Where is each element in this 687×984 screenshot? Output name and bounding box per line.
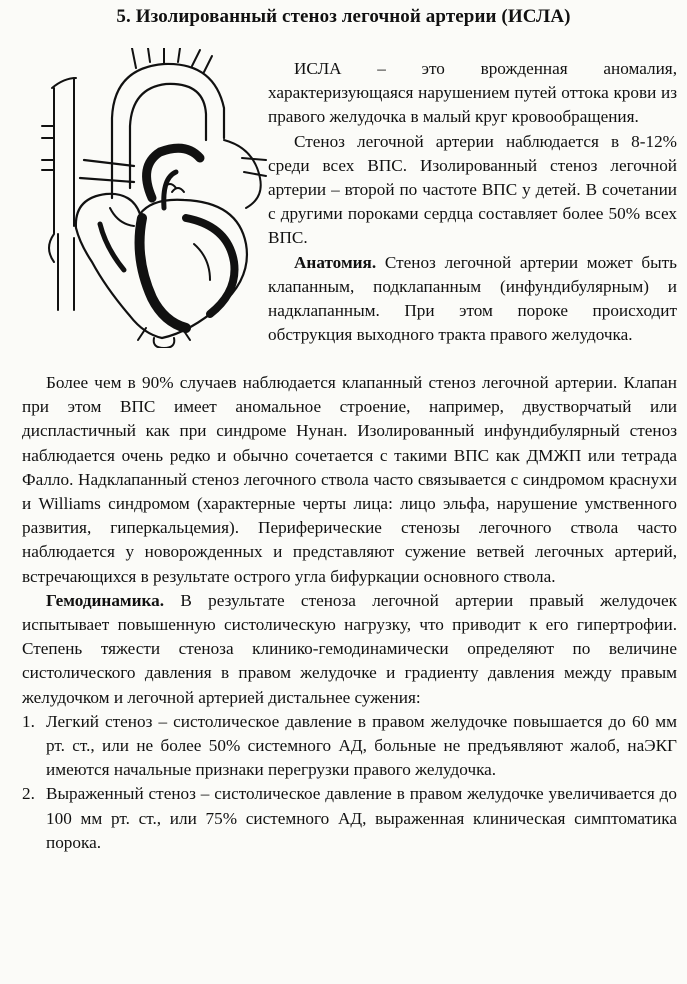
hemodynamics-heading: Гемодинамика. (46, 590, 165, 610)
intro-definition: ИСЛА – это врожденная аномалия, характеризующаяся нарушением путей оттока крови из правого желудочка в малый круг кровообращения. (268, 59, 677, 127)
page-title: 5. Изолированный стеноз легочной артерии (ИСЛА) (116, 6, 571, 27)
list-item-text: Выраженный стеноз – систолическое давление в правом желудочке увеличивается до 100 мм рт. ст., или 75% системного АД, выраженная клиническая симптоматика порока. (46, 784, 677, 852)
anatomy-text: Стеноз легочной артерии может быть клапанным, подклапанным (инфундибулярным) и надклапанным. При этом пороке происходит обструкция выходного тракта правого желудочка. (268, 252, 677, 345)
intro-prevalence: Стеноз легочной артерии наблюдается в 8-12% среди всех ВПС. Изолированный стеноз легочной артерии – второй по частоте ВПС у детей. В сочетании с другими пороками сердца составляет более 50% всех ВПС. (268, 131, 677, 248)
hemodynamics-paragraph (22, 589, 677, 710)
anatomy-paragraph (268, 251, 677, 348)
severity-list (22, 710, 677, 855)
list-item (22, 782, 677, 855)
list-item-number: 1. (22, 711, 35, 731)
list-item-number: 2. (22, 784, 35, 804)
anatomy-heading: Анатомия. (294, 252, 377, 272)
heart-diagram-icon (14, 48, 276, 348)
valvular-paragraph: Более чем в 90% случаев наблюдается клапанный стеноз легочной артерии. Клапан при этом ВПС имеет аномальное строение, например, двустворчатый или диспластичный как при синдроме Нунан. Изолированный инфундибулярный стеноз наблюдается очень редко и обычно сочетается с такими ВПС как ДМЖП или тетрада Фалло. Надклапанный стеноз легочного ствола часто связывается с синдромом краснухи и Williams синдромом (характерные черты лица: лицо эльфа, нарушение умственного развития, гиперкальцемия). Периферические стенозы легочного ствола часто наблюдается у новорожденных и представляют сужение ветвей легочных артерий, встречающихся в результате острого угла бифуркации основного ствола. (22, 373, 677, 586)
list-item-text: Легкий стеноз – систолическое давление в правом желудочке повышается до 60 мм рт. ст., или не более 50% системного АД, больные не предъявляют жалоб, наЭКГ имеются начальные признаки перегрузки правого желудочка. (46, 711, 677, 780)
hemodynamics-text: В результате стеноза легочной артерии правый желудочек испытывает повышенную систолическую нагрузку, что приводит к его гипертрофии. Степень тяжести стеноза клинико-гемодинамически определяют по величине систолического давления в правом желудочке и градиенту давления между правым желудочком и легочной артерией дистальнее сужения: (22, 590, 677, 707)
body-column (22, 371, 677, 855)
list-item (22, 710, 677, 783)
intro-column (268, 57, 677, 347)
